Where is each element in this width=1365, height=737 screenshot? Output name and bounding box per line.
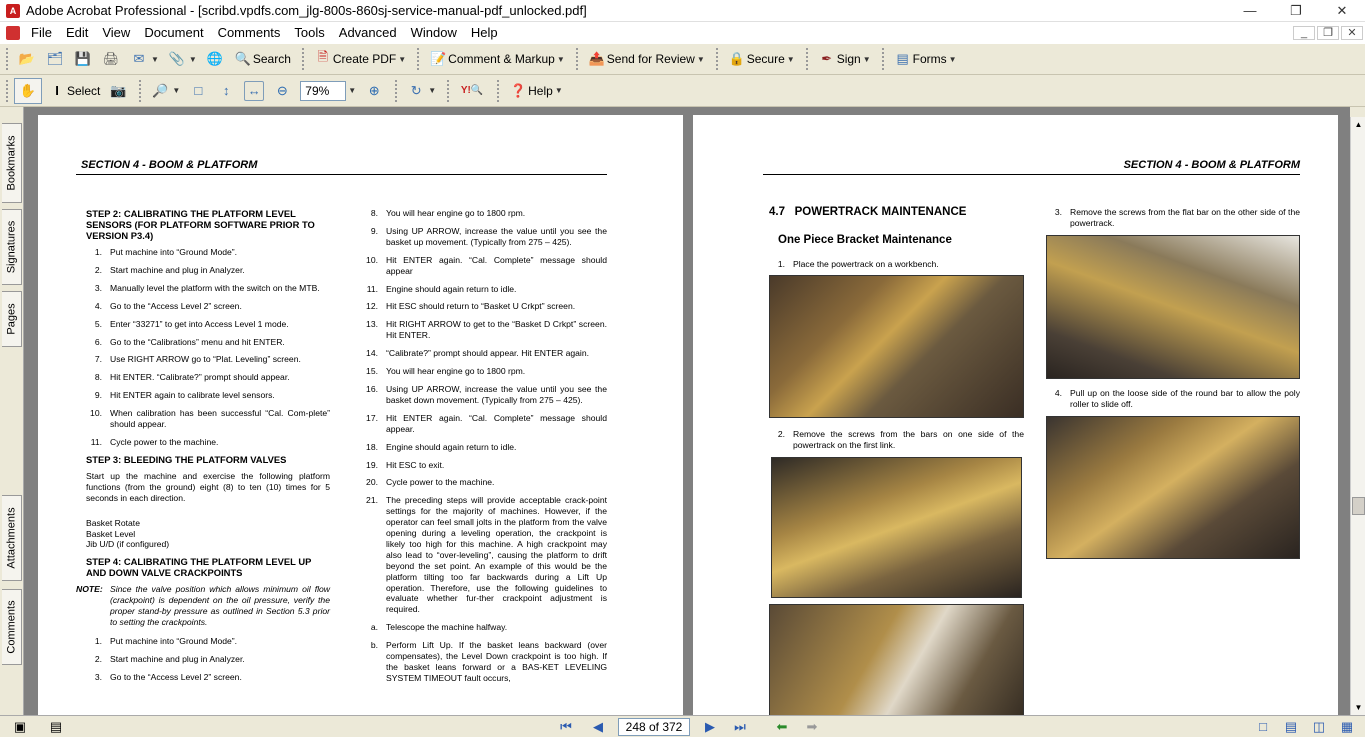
- toolbar-grip[interactable]: [395, 80, 400, 102]
- hand-tool-button[interactable]: [14, 78, 42, 104]
- next-page-icon[interactable]: ▶: [705, 718, 715, 734]
- item-text: You will hear engine go to 1800 rpm.: [386, 366, 526, 377]
- step-text: Place the powertrack on a workbench.: [793, 259, 939, 269]
- scroll-top-strip: [1350, 107, 1365, 117]
- item-number: 6.: [94, 336, 102, 347]
- item-number: 2.: [94, 653, 102, 664]
- item-number: 1.: [94, 635, 102, 646]
- comment-markup-button[interactable]: [425, 46, 568, 72]
- photo-remove-screws-link: [769, 604, 1024, 715]
- forms-button[interactable]: [890, 46, 960, 72]
- acrobat-app-icon: A: [6, 4, 20, 18]
- header-rule: [763, 174, 1300, 175]
- tab-bookmarks[interactable]: [2, 123, 22, 203]
- tab-attachments-label: Attachments: [5, 507, 18, 569]
- item-number: 1.: [94, 247, 102, 257]
- list-item: [362, 226, 607, 248]
- item-text: Put machine into “Ground Mode”.: [110, 635, 238, 646]
- item-number: 7.: [94, 354, 102, 365]
- section-heading: [769, 206, 966, 218]
- item-text: When calibration has been successful “Cal. Com-plete” should appear.: [110, 408, 330, 430]
- list-item: [362, 348, 607, 359]
- previous-view-icon[interactable]: ⬅: [776, 718, 788, 734]
- step-text: Remove the screws from the flat bar on the other side of the powertrack.: [1070, 207, 1300, 228]
- toolbar-grip[interactable]: [497, 80, 502, 102]
- item-number: 2.: [94, 264, 102, 275]
- fit-width-icon: ↔: [244, 81, 264, 101]
- item-number: 21.: [366, 495, 378, 506]
- step-number: 4.: [1054, 388, 1062, 398]
- scroll-thumb[interactable]: [1352, 497, 1365, 515]
- item-text: Hit RIGHT ARROW to get to the “Basket D Crkpt” screen. Hit ENTER.: [386, 319, 607, 341]
- restore-button[interactable]: ❐: [1290, 2, 1302, 18]
- list-item: [362, 622, 607, 633]
- item-text: The preceding steps will provide acceptable crack-point settings for the majority of machines. However, if the operator can feel small jolts in the platform from the valve opening during a leveling operation, the crackpoint is likely too high for this machine. A high crackpoint may also lead to “over-leveling”, causing the platform to drift beyond the set point. An example of this would be the platform tilting too far backwards during a Lift Up operation. Therefore, use the following guidelines to evaluate whether fur-ther crackpoint adjustment is required.: [386, 495, 607, 615]
- create-pdf-icon: 🗎: [317, 49, 329, 64]
- actual-size-button[interactable]: [185, 78, 211, 104]
- step3-heading: STEP 3: BLEEDING THE PLATFORM VALVES: [86, 453, 287, 465]
- chevron-down-icon: ▼: [151, 54, 159, 64]
- continuous-facing-icon[interactable]: ▦: [1340, 718, 1354, 734]
- open-button[interactable]: [14, 46, 40, 72]
- item-text: You will hear engine go to 1800 rpm.: [386, 208, 526, 218]
- list-item: [86, 265, 330, 276]
- chevron-down-icon[interactable]: ▼: [348, 86, 357, 95]
- toolbar-grip[interactable]: [447, 80, 452, 102]
- page-right: [693, 115, 1338, 715]
- email-button[interactable]: [126, 46, 162, 72]
- item-text: Go to the “Calibrations” menu and hit ENTER.: [110, 336, 285, 347]
- list-item: [362, 460, 607, 471]
- search-button[interactable]: [230, 46, 294, 72]
- doc-close-button[interactable]: ✕: [1341, 26, 1363, 40]
- item-text: Put machine into “Ground Mode”.: [110, 247, 238, 257]
- list-item: [362, 442, 607, 453]
- toolbar-grip[interactable]: [139, 80, 144, 102]
- item-number: a.: [370, 622, 378, 633]
- zoom-out-button[interactable]: [269, 78, 295, 104]
- email-icon: ✉: [133, 51, 145, 66]
- tab-comments-label: Comments: [5, 600, 18, 654]
- item-text: Go to the “Access Level 2” screen.: [110, 300, 242, 311]
- zoom-value[interactable]: 79%: [300, 81, 346, 101]
- list-item: [86, 372, 330, 383]
- rotate-page-icon: ↻: [410, 82, 422, 98]
- item-text: Enter “33271” to get into Access Level 1 mode.: [110, 318, 289, 329]
- list-item: [86, 283, 330, 294]
- photo-round-bar-roller: [1046, 416, 1300, 559]
- toolbar-grip[interactable]: [806, 48, 811, 70]
- list-item: [86, 390, 330, 401]
- step3-paragraph: Start up the machine and exercise the following platform functions (from the ground) eight (8) to ten (10) times for 5 seconds in each direction.: [86, 470, 330, 503]
- item-text: Manually level the platform with the switch on the MTB.: [110, 282, 320, 293]
- printer-icon: 🖨: [102, 51, 120, 66]
- folder-open-icon: 📂: [18, 51, 36, 66]
- item-text: Cycle power to the machine.: [110, 436, 219, 447]
- item-text: Use RIGHT ARROW go to “Plat. Leveling” screen.: [110, 354, 301, 365]
- help-button[interactable]: [505, 78, 566, 104]
- step2-list: [86, 247, 330, 448]
- item-text: Using UP ARROW, increase the value until you see the basket up movement. (Typically from 275 – 425).: [386, 225, 607, 247]
- tab-pages[interactable]: [2, 291, 22, 347]
- minus-circle-icon: ⊖: [276, 82, 288, 98]
- chevron-down-icon: ▼: [554, 86, 563, 95]
- print-button[interactable]: [98, 46, 124, 72]
- item-number: 15.: [366, 366, 378, 377]
- function-item: Jib U/D (if configured): [86, 539, 170, 550]
- step4-heading: STEP 4: CALIBRATING THE PLATFORM LEVEL UP AND DOWN VALVE CRACKPOINTS: [86, 556, 312, 579]
- list-item: [362, 384, 607, 406]
- previous-page-icon[interactable]: ◀: [593, 718, 603, 734]
- zoom-level-field[interactable]: [297, 78, 359, 104]
- menu-document[interactable]: Document: [144, 25, 204, 40]
- single-page-icon[interactable]: □: [1259, 719, 1267, 734]
- menu-comments[interactable]: Comments: [217, 25, 281, 40]
- forms-icon: ▤: [896, 51, 909, 66]
- text-cursor-icon: I: [55, 83, 59, 98]
- list-item: [86, 672, 330, 683]
- help-icon: ❓: [510, 82, 527, 98]
- tab-signatures[interactable]: [2, 209, 22, 285]
- item-text: Using UP ARROW, increase the value until you see the basket down movement. (Typically from 275 – 425).: [386, 383, 607, 405]
- item-text: Hit ENTER. “Calibrate?” prompt should appear.: [110, 372, 290, 383]
- save-icon: 💾: [74, 51, 92, 66]
- create-pdf-button[interactable]: [310, 46, 409, 72]
- item-text: Hit ESC to exit.: [386, 459, 445, 470]
- step4-list: [86, 636, 330, 683]
- doc-minimize-button[interactable]: _: [1293, 26, 1315, 40]
- step-text: Remove the screws from the bars on one side of the powertrack on the first link.: [793, 429, 1024, 450]
- page-icon: □: [194, 83, 203, 98]
- item-number: 4.: [94, 300, 102, 311]
- toolbar-grip[interactable]: [6, 48, 11, 70]
- column2-list: [362, 208, 607, 684]
- item-text: Engine should again return to idle.: [386, 441, 517, 452]
- list-item: [86, 247, 330, 258]
- zoom-in-icon: 🔎: [152, 82, 169, 98]
- menu-tools[interactable]: Tools: [294, 25, 325, 40]
- menu-window[interactable]: Window: [410, 25, 457, 40]
- chevron-down-icon: ▼: [948, 54, 957, 64]
- organizer-button[interactable]: [42, 46, 68, 72]
- photo-powertrack-workbench: [769, 275, 1024, 418]
- item-text: Start machine and plug in Analyzer.: [110, 264, 245, 275]
- minimize-button[interactable]: —: [1243, 3, 1257, 18]
- item-number: 16.: [366, 383, 378, 394]
- page-navigation: [556, 717, 822, 737]
- organizer-icon: 🗂: [46, 51, 64, 66]
- item-number: 8.: [94, 372, 102, 383]
- lock-icon: 🔒: [728, 51, 745, 66]
- window-title: Adobe Acrobat Professional - [scribd.vpdfs.com_jlg-800s-860sj-service-manual-pdf_unlocked.pdf]: [26, 3, 587, 18]
- save-button[interactable]: [70, 46, 96, 72]
- hand-icon: ✋: [19, 82, 37, 98]
- function-item: Basket Rotate: [86, 517, 140, 528]
- menu-view[interactable]: View: [102, 25, 131, 40]
- item-text: Perform Lift Up. If the basket leans backward (over compensates), the Level Down crackpoint is too high. If the basket leans forward or a BAS-KET LEVELING SYSTEM TIMEOUT fault occurs,: [386, 640, 607, 683]
- tab-comments[interactable]: [2, 589, 22, 665]
- section-title: POWERTRACK MAINTENANCE: [794, 206, 967, 218]
- list-item: [362, 284, 607, 295]
- document-status-icon[interactable]: ▤: [49, 718, 63, 734]
- help-label: Help: [528, 83, 553, 98]
- review-icon: 📤: [588, 51, 605, 66]
- tab-attachments[interactable]: [2, 495, 22, 581]
- chevron-down-icon: ▼: [556, 54, 565, 64]
- item-number: 8.: [370, 208, 378, 218]
- section-number: 4.7: [769, 206, 785, 218]
- first-page-icon[interactable]: ⏮: [560, 718, 572, 734]
- toolbar-grip[interactable]: [882, 48, 887, 70]
- item-text: Telescope the machine halfway.: [386, 622, 508, 633]
- list-item: [86, 408, 330, 430]
- fit-page-button[interactable]: [213, 78, 239, 104]
- view-toolbar: [0, 75, 1365, 107]
- navigation-pane: [0, 107, 24, 715]
- snapshot-button[interactable]: [105, 78, 131, 104]
- chevron-down-icon: ▼: [398, 54, 407, 64]
- secure-label: Secure: [746, 52, 785, 66]
- item-number: 3.: [94, 671, 102, 682]
- close-button[interactable]: ✕: [1336, 2, 1348, 18]
- file-toolbar: [0, 44, 1365, 75]
- item-number: 10.: [366, 254, 378, 265]
- item-text: Hit ENTER again to calibrate level sensors.: [110, 390, 275, 401]
- item-number: 13.: [366, 319, 378, 330]
- toolbar-grip[interactable]: [716, 48, 721, 70]
- list-item: [362, 208, 607, 219]
- plus-circle-icon: ⊕: [368, 82, 380, 98]
- secure-button[interactable]: [724, 46, 798, 72]
- item-number: 19.: [366, 459, 378, 470]
- step-number: 2.: [777, 429, 785, 439]
- item-number: 11.: [366, 283, 378, 294]
- vertical-scrollbar[interactable]: [1350, 117, 1365, 715]
- toolbar-grip[interactable]: [6, 80, 11, 102]
- tab-pages-label: Pages: [5, 303, 18, 335]
- item-number: 18.: [366, 441, 378, 452]
- list-item: [86, 337, 330, 348]
- photo-flat-bar-screws: [1046, 235, 1300, 379]
- document-window-controls: [1293, 26, 1365, 40]
- step2-heading: STEP 2: CALIBRATING THE PLATFORM LEVEL SENSORS (FOR PLATFORM SOFTWARE PRIOR TO VERSION P3.4): [86, 208, 315, 241]
- item-number: 14.: [366, 348, 378, 359]
- tab-bookmarks-label: Bookmarks: [5, 135, 18, 191]
- list-item: [86, 636, 330, 647]
- item-number: 3.: [94, 282, 102, 293]
- item-text: Hit ESC should return to “Basket U Crkpt” screen.: [386, 301, 576, 312]
- next-view-icon[interactable]: ➡: [806, 718, 818, 734]
- page-left-column-2: [362, 208, 607, 691]
- facing-icon[interactable]: ◫: [1312, 718, 1326, 734]
- page-left: [38, 115, 683, 715]
- title-bar: [0, 0, 1365, 22]
- list-item: [86, 654, 330, 665]
- send-for-review-button[interactable]: [584, 46, 708, 72]
- document-icon[interactable]: [6, 26, 20, 40]
- item-text: Hit ENTER again. “Cal. Complete” message should appear.: [386, 412, 607, 434]
- fit-width-button[interactable]: [241, 78, 267, 104]
- camera-icon: 📷: [110, 82, 127, 98]
- list-item: [362, 301, 607, 312]
- zoom-tool-button[interactable]: [147, 78, 183, 104]
- step-2: [769, 429, 1024, 458]
- list-item: [86, 301, 330, 312]
- list-item: [362, 255, 607, 277]
- scroll-down-arrow[interactable]: ▼: [1354, 703, 1363, 712]
- step-number: 3.: [1054, 207, 1062, 217]
- pen-icon: ✒: [821, 51, 833, 66]
- fit-page-icon: ↕: [223, 83, 230, 98]
- step-text: Pull up on the loose side of the round bar to allow the poly roller to slide off.: [1070, 388, 1300, 409]
- subsection-title: One Piece Bracket Maintenance: [778, 234, 952, 246]
- chevron-down-icon: ▼: [786, 54, 795, 64]
- yahoo-binoculars-icon: Y!🔍: [460, 85, 484, 96]
- toolbar-grip[interactable]: [302, 48, 307, 70]
- item-number: 9.: [370, 225, 378, 236]
- comment-markup-label: Comment & Markup: [448, 52, 555, 66]
- chevron-down-icon: ▼: [188, 54, 197, 64]
- select-label: Select: [67, 83, 101, 98]
- status-bar: [0, 715, 1365, 737]
- chevron-down-icon: ▼: [428, 86, 437, 95]
- comment-icon: 📝: [430, 51, 447, 66]
- list-item: [86, 354, 330, 365]
- paperclip-icon: 📎: [168, 51, 186, 66]
- page-number-field[interactable]: 248 of 372: [618, 718, 690, 736]
- chevron-down-icon: ▼: [862, 54, 871, 64]
- item-text: Engine should again return to idle.: [386, 283, 517, 294]
- rotate-button[interactable]: [403, 78, 439, 104]
- select-tool-button[interactable]: [44, 78, 103, 104]
- forms-label: Forms: [912, 52, 947, 66]
- step-3: [1046, 207, 1300, 236]
- list-item: [86, 319, 330, 330]
- zoom-in-button[interactable]: [361, 78, 387, 104]
- step-4: [1046, 388, 1300, 417]
- menu-file[interactable]: File: [31, 25, 52, 40]
- photo-remove-screws-bars: [771, 457, 1022, 598]
- page-left-column-1: [76, 208, 330, 690]
- yahoo-search-button[interactable]: [455, 78, 489, 104]
- item-number: b.: [370, 640, 378, 651]
- item-number: 17.: [366, 412, 378, 423]
- scroll-up-arrow[interactable]: ▲: [1354, 120, 1363, 129]
- doc-restore-button[interactable]: ❐: [1317, 26, 1339, 40]
- chevron-down-icon: ▼: [172, 86, 181, 95]
- list-item: [362, 640, 607, 684]
- sign-label: Sign: [836, 52, 861, 66]
- list-item: [362, 413, 607, 435]
- binoculars-icon: 🔍: [234, 51, 251, 66]
- item-number: 5.: [94, 318, 102, 329]
- document-viewer[interactable]: [24, 107, 1350, 715]
- toolbar-grip[interactable]: [576, 48, 581, 70]
- item-text: “Calibrate?” prompt should appear. Hit ENTER again.: [386, 348, 590, 359]
- note-block: [76, 584, 330, 628]
- note-text: Since the valve position which allows minimum oil flow (crackpoint) is dependent on the oil pressure, verify the proper stand-by pressure as outlined in Section 5.3 prior to setting the crackpoints.: [110, 584, 330, 628]
- create-pdf-label: Create PDF: [332, 52, 397, 66]
- menu-help[interactable]: Help: [470, 25, 498, 40]
- step-number: 1.: [777, 259, 785, 269]
- item-text: Go to the “Access Level 2” screen.: [110, 671, 242, 682]
- last-page-icon[interactable]: ⏭: [734, 718, 746, 734]
- toolbar-grip[interactable]: [417, 48, 422, 70]
- list-item: [362, 366, 607, 377]
- item-number: 9.: [94, 390, 102, 401]
- note-label: NOTE:: [76, 584, 103, 595]
- tab-signatures-label: Signatures: [5, 220, 18, 274]
- list-item: [362, 477, 607, 488]
- function-list: [86, 518, 330, 551]
- page-layout-buttons: [1253, 717, 1357, 737]
- menu-bar: [0, 22, 1365, 44]
- attach-button[interactable]: [164, 46, 200, 72]
- item-number: 12.: [366, 301, 378, 312]
- menu-advanced[interactable]: Advanced: [338, 25, 397, 40]
- item-text: Cycle power to the machine.: [386, 477, 495, 488]
- list-item: [362, 495, 607, 615]
- web-button[interactable]: [202, 46, 228, 72]
- list-item: [86, 437, 330, 448]
- page-display-icon[interactable]: ▣: [13, 718, 27, 734]
- send-for-review-label: Send for Review: [606, 52, 695, 66]
- item-text: Hit ENTER again. “Cal. Complete” message should appear: [386, 254, 607, 276]
- header-rule: [76, 174, 607, 175]
- list-item: [362, 319, 607, 341]
- page-right-header: SECTION 4 - BOOM & PLATFORM: [1123, 159, 1300, 171]
- page-left-header: SECTION 4 - BOOM & PLATFORM: [81, 159, 258, 171]
- item-number: 11.: [90, 436, 102, 447]
- chevron-down-icon: ▼: [696, 54, 705, 64]
- item-number: 20.: [366, 477, 378, 488]
- item-text: Start machine and plug in Analyzer.: [110, 653, 245, 664]
- globe-icon: 🌐: [206, 51, 223, 66]
- search-label: Search: [252, 52, 291, 66]
- function-item: Basket Level: [86, 528, 136, 539]
- continuous-icon[interactable]: ▤: [1284, 718, 1298, 734]
- sign-button[interactable]: [814, 46, 874, 72]
- item-number: 10.: [90, 408, 102, 419]
- menu-edit[interactable]: Edit: [65, 25, 89, 40]
